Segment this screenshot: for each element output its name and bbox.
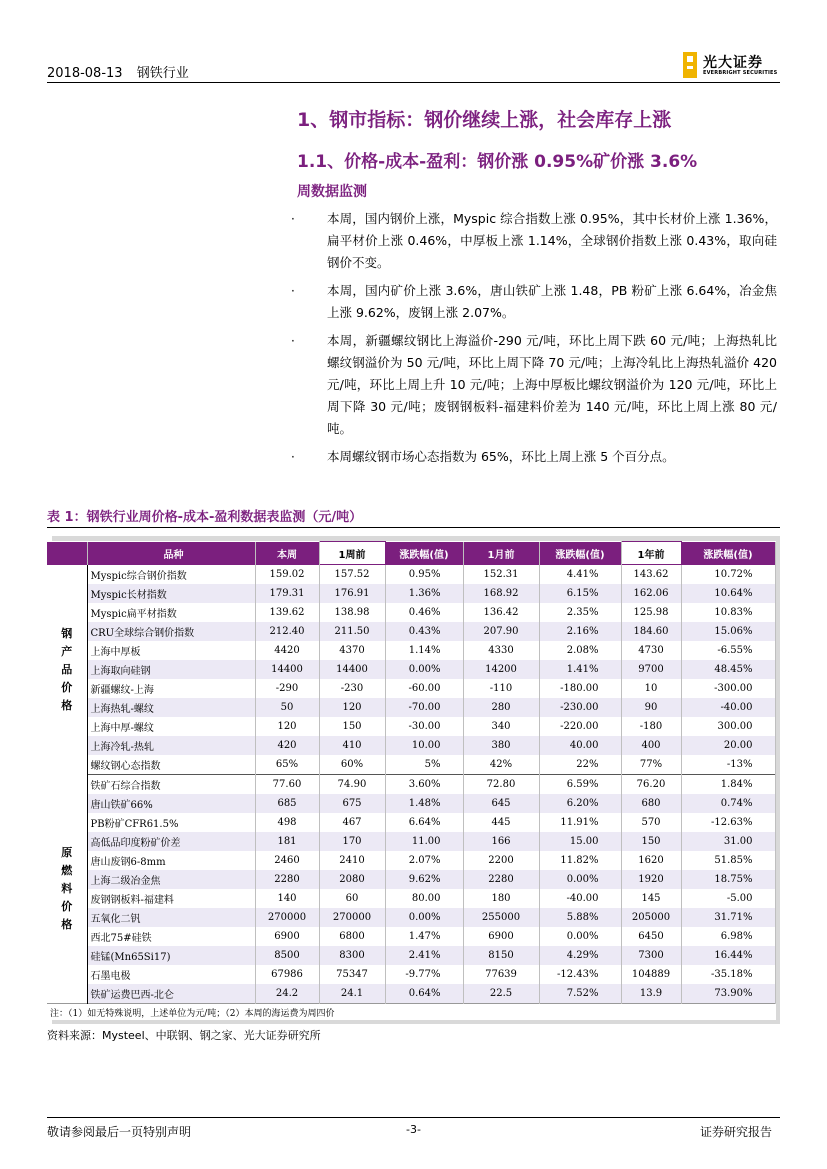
row-label: Myspic长材指数 [87, 584, 255, 603]
table-cell: 11.91% [539, 813, 621, 832]
table-cell: 3.60% [385, 775, 463, 795]
table-cell: -180 [621, 717, 681, 736]
table-cell: 1620 [621, 851, 681, 870]
table-cell: 0.46% [385, 603, 463, 622]
table-cell: 162.06 [621, 584, 681, 603]
table-row [47, 908, 775, 927]
table-cell: 143.62 [621, 565, 681, 585]
table-cell: 14400 [319, 660, 385, 679]
bullet-marker: · [291, 450, 295, 464]
row-label: 高低品印度粉矿价差 [87, 832, 255, 851]
table-cell: 2.08% [539, 641, 621, 660]
table-cell: 120 [255, 717, 319, 736]
row-label: CRU全球综合钢价指数 [87, 622, 255, 641]
table-cell: 77.60 [255, 775, 319, 795]
table-cell: 2.07% [385, 851, 463, 870]
table-cell: -9.77% [385, 965, 463, 984]
table-row [47, 927, 775, 946]
bullet-item [287, 280, 777, 324]
table-cell: -70.00 [385, 698, 463, 717]
table-cell: 60% [319, 755, 385, 775]
logo-text-cn: 光大证券 [703, 55, 763, 71]
table-cell: 4.41% [539, 565, 621, 585]
table-cell: 138.98 [319, 603, 385, 622]
table-cell: 13.9 [621, 984, 681, 1004]
table-cell: 6.59% [539, 775, 621, 795]
table-cell: 1.84% [681, 775, 775, 795]
company-logo [683, 52, 783, 78]
table-cell: 2460 [255, 851, 319, 870]
table-cell: 51.85% [681, 851, 775, 870]
table-row [47, 851, 775, 870]
row-label: PB粉矿CFR61.5% [87, 813, 255, 832]
table-cell: 40.00 [539, 736, 621, 755]
table-cell: 75347 [319, 965, 385, 984]
table-cell: 5.88% [539, 908, 621, 927]
table-cell: 74.90 [319, 775, 385, 795]
table-cell: 280 [463, 698, 539, 717]
table-cell: 300.00 [681, 717, 775, 736]
column-header: 1年前 [621, 542, 681, 565]
table-cell: 0.64% [385, 984, 463, 1004]
table-cell: 18.75% [681, 870, 775, 889]
report-date: 2018-08-13 [47, 66, 123, 81]
table-cell: 0.74% [681, 794, 775, 813]
header-blank-cell [47, 542, 87, 565]
table-cell: 1.48% [385, 794, 463, 813]
table-cell: 498 [255, 813, 319, 832]
table-cell: 24.2 [255, 984, 319, 1004]
row-label: 上海中厚-螺纹 [87, 717, 255, 736]
bullet-marker: · [291, 284, 295, 298]
table-cell: 136.42 [463, 603, 539, 622]
table-cell: 15.06% [681, 622, 775, 641]
bullet-text: 本周，国内矿价上涨 3.6%，唐山铁矿上涨 1.48，PB 粉矿上涨 6.64%，冶金焦上涨 9.62%，废钢上涨 2.07%。 [327, 283, 777, 320]
table-row [47, 984, 775, 1004]
table-cell: -40.00 [539, 889, 621, 908]
bullet-marker: · [291, 212, 295, 226]
table-cell: 0.00% [385, 908, 463, 927]
table-cell: 2.41% [385, 946, 463, 965]
table-cell: -230 [319, 679, 385, 698]
column-header: 品种 [87, 542, 255, 565]
table-row [47, 660, 775, 679]
table-cell: 180 [463, 889, 539, 908]
row-label: 铁矿运费巴西-北仑 [87, 984, 255, 1004]
price-table-container [47, 527, 780, 1024]
table-row [47, 603, 775, 622]
table-cell: 2200 [463, 851, 539, 870]
table-cell: 6900 [463, 927, 539, 946]
table-cell: 6450 [621, 927, 681, 946]
row-label: 铁矿石综合指数 [87, 775, 255, 795]
table-row [47, 813, 775, 832]
footer-disclaimer: 敬请参阅最后一页特别声明 [47, 1125, 192, 1139]
table-cell: 270000 [255, 908, 319, 927]
table-cell: 211.50 [319, 622, 385, 641]
table-row [47, 889, 775, 908]
table-cell: 181 [255, 832, 319, 851]
table-row [47, 946, 775, 965]
table-cell: 270000 [319, 908, 385, 927]
footer-divider [47, 1117, 780, 1118]
table-cell: 150 [621, 832, 681, 851]
row-label: 上海热轧-螺纹 [87, 698, 255, 717]
row-label: Myspic综合钢价指数 [87, 565, 255, 585]
table-cell: 104889 [621, 965, 681, 984]
bullet-marker: · [291, 334, 295, 348]
column-header: 1周前 [319, 542, 385, 565]
table-cell: 1.47% [385, 927, 463, 946]
row-label: 五氧化二钒 [87, 908, 255, 927]
table-cell: 14200 [463, 660, 539, 679]
report-header [47, 62, 199, 81]
table-cell: 6.64% [385, 813, 463, 832]
table-cell: 22% [539, 755, 621, 775]
table-cell: 2280 [463, 870, 539, 889]
column-header: 涨跌幅(值) [385, 542, 463, 565]
table-cell: 80.00 [385, 889, 463, 908]
row-label: 唐山废钢6-8mm [87, 851, 255, 870]
price-table [47, 541, 776, 1020]
table-cell: 680 [621, 794, 681, 813]
row-group-label: 钢产品价格 [47, 565, 87, 775]
table-cell: 2280 [255, 870, 319, 889]
table-cell: 159.02 [255, 565, 319, 585]
table-cell: 8150 [463, 946, 539, 965]
table-cell: 50 [255, 698, 319, 717]
table-cell: 255000 [463, 908, 539, 927]
table-cell: 205000 [621, 908, 681, 927]
logo-text-en: EVERBRIGHT SECURITIES [703, 70, 778, 76]
table-cell: 16.44% [681, 946, 775, 965]
table-cell: 77639 [463, 965, 539, 984]
bullet-text: 本周，国内钢价上涨，Myspic 综合指数上涨 0.95%，其中长材价上涨 1.36%，扁平材价上涨 0.46%，中厚板上涨 1.14%，全球钢价指数上涨 0.43%，取向硅钢价不变。 [327, 211, 777, 270]
footer-report-type: 证券研究报告 [700, 1125, 773, 1139]
table-cell: 2080 [319, 870, 385, 889]
table-cell: 11.00 [385, 832, 463, 851]
table-cell: 675 [319, 794, 385, 813]
table-row [47, 965, 775, 984]
table-note-row [47, 1004, 775, 1021]
subsection-title: 1.1、价格-成本-盈利：钢价涨 0.95%矿价涨 3.6% [297, 152, 698, 172]
table-cell: 76.20 [621, 775, 681, 795]
table-cell: 7300 [621, 946, 681, 965]
table-cell: 4330 [463, 641, 539, 660]
table-cell: 1.41% [539, 660, 621, 679]
table-cell: 0.95% [385, 565, 463, 585]
table-cell: 10.00 [385, 736, 463, 755]
bullet-item [287, 330, 777, 440]
table-cell: 445 [463, 813, 539, 832]
row-label: 螺纹钢心态指数 [87, 755, 255, 775]
table-cell: 150 [319, 717, 385, 736]
table-cell: 4420 [255, 641, 319, 660]
table-cell: 140 [255, 889, 319, 908]
table-cell: 166 [463, 832, 539, 851]
table-cell: -60.00 [385, 679, 463, 698]
table-cell: 0.00% [385, 660, 463, 679]
table-cell: 2.16% [539, 622, 621, 641]
page-number: -3- [406, 1123, 421, 1136]
row-label: 上海二级冶金焦 [87, 870, 255, 889]
bullet-list [287, 208, 777, 474]
table-cell: 7.52% [539, 984, 621, 1004]
table-cell: 179.31 [255, 584, 319, 603]
table-cell: 0.43% [385, 622, 463, 641]
table-cell: -30.00 [385, 717, 463, 736]
row-label: 上海冷轧-热轧 [87, 736, 255, 755]
table-cell: 467 [319, 813, 385, 832]
row-label: 唐山铁矿66% [87, 794, 255, 813]
table-cell: -12.43% [539, 965, 621, 984]
table-row [47, 870, 775, 889]
table-cell: 6.15% [539, 584, 621, 603]
table-cell: 73.90% [681, 984, 775, 1004]
table-cell: 0.00% [539, 870, 621, 889]
table-cell: 11.82% [539, 851, 621, 870]
table-cell: -220.00 [539, 717, 621, 736]
table-cell: 0.00% [539, 927, 621, 946]
table-cell: 139.62 [255, 603, 319, 622]
table-cell: 207.90 [463, 622, 539, 641]
table-cell: 645 [463, 794, 539, 813]
table-cell: 48.45% [681, 660, 775, 679]
row-label: Myspic扁平材指数 [87, 603, 255, 622]
table-cell: 4730 [621, 641, 681, 660]
table-cell: 170 [319, 832, 385, 851]
industry-label: 钢铁行业 [136, 66, 189, 81]
table-row [47, 832, 775, 851]
table-row [47, 794, 775, 813]
table-cell: -13% [681, 755, 775, 775]
table-cell: 410 [319, 736, 385, 755]
table-cell: 340 [463, 717, 539, 736]
source-note: 资料来源：Mysteel、中联钢、钢之家、光大证券研究所 [47, 1029, 321, 1042]
table-cell: -290 [255, 679, 319, 698]
table-cell: 14400 [255, 660, 319, 679]
table-cell: 90 [621, 698, 681, 717]
table-cell: 65% [255, 755, 319, 775]
row-label: 西北75#硅铁 [87, 927, 255, 946]
table-row [47, 775, 775, 795]
table-row [47, 717, 775, 736]
table-row [47, 755, 775, 775]
table-row [47, 641, 775, 660]
table-title: 表 1：钢铁行业周价格-成本-盈利数据表监测（元/吨） [47, 510, 363, 525]
table-cell: 20.00 [681, 736, 775, 755]
table-cell: 60 [319, 889, 385, 908]
table-row [47, 584, 775, 603]
table-cell: 120 [319, 698, 385, 717]
table-row [47, 622, 775, 641]
table-cell: 77% [621, 755, 681, 775]
table-cell: 9700 [621, 660, 681, 679]
table-note: 注：（1）如无特殊说明，上述单位为元/吨；（2）本周的海运费为周四价 [47, 1004, 775, 1021]
column-header: 本周 [255, 542, 319, 565]
table-cell: 10.72% [681, 565, 775, 585]
table-cell: 6800 [319, 927, 385, 946]
table-cell: 1920 [621, 870, 681, 889]
table-cell: 420 [255, 736, 319, 755]
table-cell: 400 [621, 736, 681, 755]
table-cell: 2.35% [539, 603, 621, 622]
table-cell: 168.92 [463, 584, 539, 603]
row-label: 新疆螺纹-上海 [87, 679, 255, 698]
table-cell: 145 [621, 889, 681, 908]
table-cell: 10.83% [681, 603, 775, 622]
table-cell: 10.64% [681, 584, 775, 603]
table-cell: 6900 [255, 927, 319, 946]
section-title: 1、钢市指标：钢价继续上涨，社会库存上涨 [297, 109, 672, 131]
table-row [47, 679, 775, 698]
table-cell: 15.00 [539, 832, 621, 851]
table-cell: 9.62% [385, 870, 463, 889]
table-cell: 212.40 [255, 622, 319, 641]
table-cell: -40.00 [681, 698, 775, 717]
table-cell: 6.20% [539, 794, 621, 813]
table-row [47, 698, 775, 717]
bullet-text: 本周，新疆螺纹钢比上海溢价-290 元/吨，环比上周下跌 60 元/吨；上海热轧比螺纹钢溢价为 50 元/吨，环比上周下降 70 元/吨；上海冷轧比上海热轧溢价 420 元/吨，环比上周上升 10 元/吨；上海中厚板比螺纹钢溢价为 120 元/吨，环比上周下降 30 元/吨；废钢钢板料-福建料价差为 140 元/吨，环比上周上涨 80 元/吨。 [327, 333, 777, 436]
table-cell: 176.91 [319, 584, 385, 603]
row-label: 硅锰(Mn65Si17) [87, 946, 255, 965]
table-cell: -12.63% [681, 813, 775, 832]
table-cell: 1.14% [385, 641, 463, 660]
table-cell: 5% [385, 755, 463, 775]
table-cell: 24.1 [319, 984, 385, 1004]
row-label: 废钢钢板料-福建料 [87, 889, 255, 908]
table-cell: 125.98 [621, 603, 681, 622]
table-header-row [47, 542, 775, 565]
table-cell: 31.00 [681, 832, 775, 851]
sub-heading: 周数据监测 [297, 184, 367, 200]
row-label: 上海取向硅钢 [87, 660, 255, 679]
table-cell: 685 [255, 794, 319, 813]
row-label: 石墨电极 [87, 965, 255, 984]
table-cell: 2410 [319, 851, 385, 870]
table-cell: 380 [463, 736, 539, 755]
table-cell: -180.00 [539, 679, 621, 698]
table-cell: -110 [463, 679, 539, 698]
table-cell: 4.29% [539, 946, 621, 965]
table-cell: 67986 [255, 965, 319, 984]
table-cell: 152.31 [463, 565, 539, 585]
table-cell: 31.71% [681, 908, 775, 927]
table-cell: 22.5 [463, 984, 539, 1004]
table-cell: 6.98% [681, 927, 775, 946]
table-cell: -230.00 [539, 698, 621, 717]
table-cell: 184.60 [621, 622, 681, 641]
table-cell: 1.36% [385, 584, 463, 603]
header-divider [47, 82, 780, 83]
column-header: 涨跌幅(值) [681, 542, 775, 565]
row-label: 上海中厚板 [87, 641, 255, 660]
table-cell: 72.80 [463, 775, 539, 795]
table-cell: -6.55% [681, 641, 775, 660]
bullet-item [287, 208, 777, 274]
table-cell: 157.52 [319, 565, 385, 585]
row-group-label: 原燃料价格 [47, 775, 87, 1004]
bullet-text: 本周螺纹钢市场心态指数为 65%，环比上周上涨 5 个百分点。 [327, 449, 675, 464]
table-cell: 42% [463, 755, 539, 775]
logo-mark-icon [683, 52, 697, 78]
table-row [47, 736, 775, 755]
table-cell: 4370 [319, 641, 385, 660]
table-cell: 8300 [319, 946, 385, 965]
table-cell: 10 [621, 679, 681, 698]
column-header: 1月前 [463, 542, 539, 565]
table-cell: 570 [621, 813, 681, 832]
table-cell: -35.18% [681, 965, 775, 984]
table-cell: -5.00 [681, 889, 775, 908]
table-cell: -300.00 [681, 679, 775, 698]
table-row [47, 565, 775, 585]
column-header: 涨跌幅(值) [539, 542, 621, 565]
table-cell: 8500 [255, 946, 319, 965]
bullet-item [287, 446, 777, 468]
